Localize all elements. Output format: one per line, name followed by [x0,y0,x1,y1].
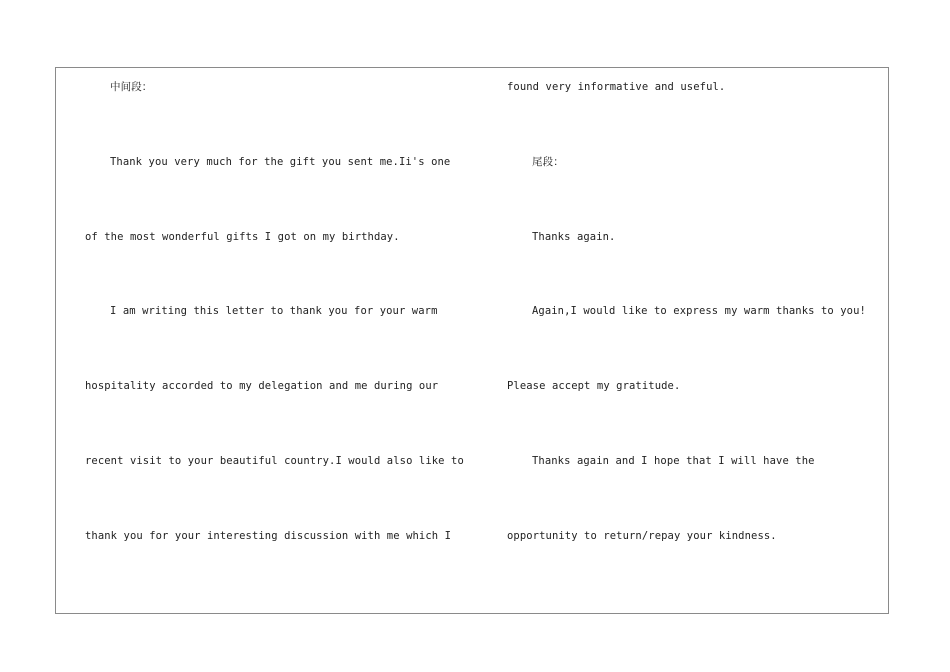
text-line: Thanks again and I hope that I will have the [532,455,815,467]
heading-middle-paragraph: 中间段： [110,81,153,93]
text-line: found very informative and useful. [507,81,726,93]
text-line: opportunity to return/repay your kindness. [507,530,777,542]
text-line: thank you for your interesting discussion with me which I [85,530,452,542]
text-line: I am writing this letter to thank you for your warm [110,305,438,317]
heading-end-paragraph: 尾段： [532,156,564,168]
text-line: Thank you very much for the gift you sent me.Ii's one [110,156,451,168]
text-line: Thanks again. [532,231,616,243]
text-line: recent visit to your beautiful country.I would also like to [85,455,464,467]
text-line: Again,I would like to express my warm thanks to you! [532,305,866,317]
text-line: Please accept my gratitude. [507,380,681,392]
text-line: of the most wonderful gifts I got on my birthday. [85,231,400,243]
text-line: hospitality accorded to my delegation and me during our [85,380,439,392]
